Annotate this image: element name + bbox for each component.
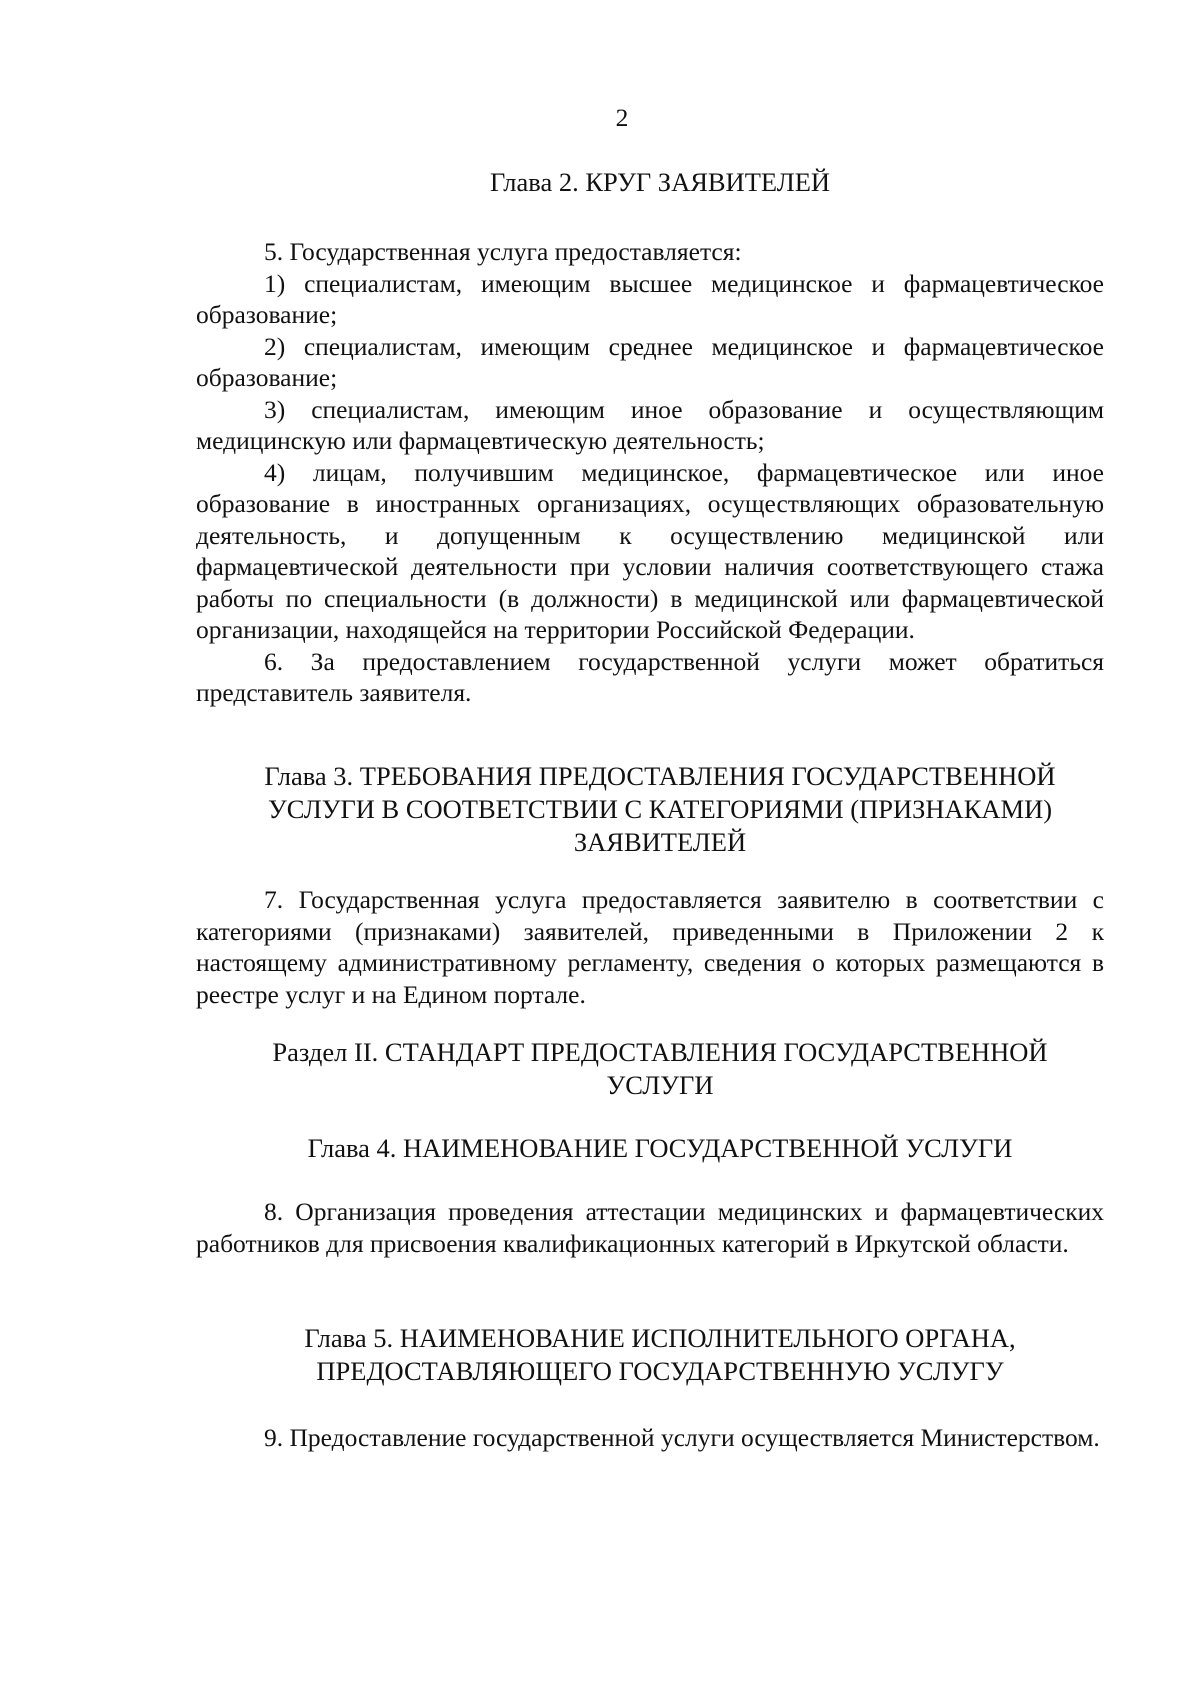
paragraph-5-item-1: 1) специалистам, имеющим высшее медицинское и фармацевтическое образование; [196, 268, 1104, 329]
paragraph-5-item-3: 3) специалистам, имеющим иное образование и осуществляющим медицинскую или фармацевтическую деятельность; [196, 394, 1104, 455]
page-number: 2 [615, 103, 629, 132]
chapter-3-heading-line: ЗАЯВИТЕЛЕЙ [573, 827, 747, 857]
section-2-heading [230, 1036, 1090, 1102]
chapter-4-body [196, 1196, 1104, 1259]
chapter-3-heading-line: УСЛУГИ В СООТВЕТСТВИИ С КАТЕГОРИЯМИ (ПРИЗНАКАМИ) [267, 794, 1053, 824]
chapter-3-heading-line: Глава 3. ТРЕБОВАНИЯ ПРЕДОСТАВЛЕНИЯ ГОСУДАРСТВЕННОЙ [264, 761, 1056, 791]
paragraph-9: 9. Предоставление государственной услуги осуществляется Министерством. [264, 1423, 1100, 1452]
chapter-4-heading: Глава 4. НАИМЕНОВАНИЕ ГОСУДАРСТВЕННОЙ УСЛУГИ [307, 1133, 1013, 1163]
chapter-5-heading-line: Глава 5. НАИМЕНОВАНИЕ ИСПОЛНИТЕЛЬНОГО ОРГАНА, [304, 1323, 1016, 1353]
chapter-3-body [196, 884, 1104, 1010]
chapter-3-heading [230, 760, 1090, 859]
chapter-2-heading: Глава 2. КРУГ ЗАЯВИТЕЛЕЙ [489, 167, 831, 197]
chapter-2-body [196, 236, 1104, 709]
chapter-5-heading-line: ПРЕДОСТАВЛЯЮЩЕГО ГОСУДАРСТВЕННУЮ УСЛУГУ [316, 1356, 1004, 1386]
paragraph-7: 7. Государственная услуга предоставляется заявителю в соответствии с категориями (признаками) заявителей, приведенными в Приложении 2 к настоящему административному регламенту, сведения о которых размещаются в реестре услуг и на Едином портале. [196, 885, 1104, 1009]
paragraph-8: 8. Организация проведения аттестации медицинских и фармацевтических работников для присвоения квалификационных категорий в Иркутской области. [196, 1197, 1104, 1258]
chapter-5-body [196, 1422, 1104, 1454]
paragraph-5-item-4: 4) лицам, получившим медицинское, фармацевтическое или иное образование в иностранных организациях, осуществляющих образовательную деятельность, и допущенным к осуществлению медицинской или фармацевтической деятельности при условии наличия соответствующего стажа работы по специальности (в должности) в медицинской или фармацевтической организации, находящейся на территории Российской Федерации. [196, 457, 1104, 644]
paragraph-5-item-2: 2) специалистам, имеющим среднее медицинское и фармацевтическое образование; [196, 331, 1104, 392]
section-2-heading-line: УСЛУГИ [606, 1070, 714, 1100]
paragraph-5: 5. Государственная услуга предоставляется: [264, 237, 742, 266]
chapter-5-heading [230, 1322, 1090, 1388]
section-2-heading-line: Раздел II. СТАНДАРТ ПРЕДОСТАВЛЕНИЯ ГОСУДАРСТВЕННОЙ [272, 1037, 1048, 1067]
paragraph-6: 6. За предоставлением государственной услуги может обратиться представитель заявителя. [196, 646, 1104, 707]
